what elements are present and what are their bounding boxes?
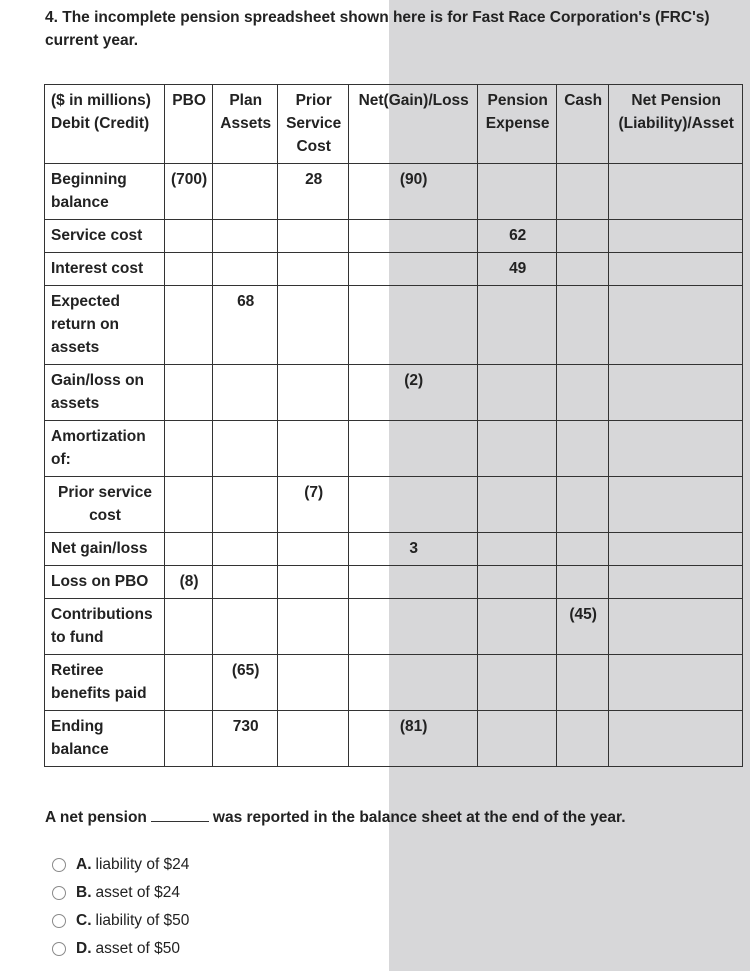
- table-cell: [278, 253, 349, 286]
- table-cell: [557, 566, 609, 599]
- table-cell: [349, 655, 478, 711]
- header-cash: Cash: [557, 85, 609, 164]
- table-cell: [349, 220, 478, 253]
- option-letter: A.: [76, 856, 92, 873]
- table-cell: [609, 286, 743, 365]
- row-label: Retiree benefits paid: [45, 655, 165, 711]
- header-label: ($ in millions) Debit (Credit): [45, 85, 165, 164]
- table-cell: [349, 599, 478, 655]
- table-cell: [213, 253, 278, 286]
- option-letter: D.: [76, 940, 92, 957]
- table-cell: [213, 599, 278, 655]
- table-cell: [609, 220, 743, 253]
- row-label: Beginning balance: [45, 164, 165, 220]
- table-cell: [278, 421, 349, 477]
- table-cell: (81): [349, 711, 478, 767]
- table-cell: [557, 421, 609, 477]
- table-row: [45, 286, 743, 365]
- table-cell: [213, 365, 278, 421]
- row-label: Gain/loss on assets: [45, 365, 165, 421]
- table-row: [45, 533, 743, 566]
- radio-button-icon[interactable]: [52, 858, 66, 872]
- table-cell: [349, 477, 478, 533]
- table-cell: [165, 220, 213, 253]
- option-b[interactable]: [52, 879, 189, 907]
- table-cell: [213, 533, 278, 566]
- table-cell: [278, 286, 349, 365]
- option-text: liability of $50: [95, 912, 190, 929]
- table-cell: (90): [349, 164, 478, 220]
- table-cell: [278, 711, 349, 767]
- option-text: liability of $24: [95, 856, 190, 873]
- table-cell: (2): [349, 365, 478, 421]
- table-row: [45, 566, 743, 599]
- table-row: [45, 220, 743, 253]
- row-label: Loss on PBO: [45, 566, 165, 599]
- table-row: [45, 164, 743, 220]
- table-cell: [278, 533, 349, 566]
- row-label: Prior service cost: [45, 477, 165, 533]
- table-row: [45, 711, 743, 767]
- option-c[interactable]: [52, 907, 189, 935]
- table-row: [45, 599, 743, 655]
- table-cell: [557, 220, 609, 253]
- table-cell: [609, 164, 743, 220]
- table-cell: [349, 286, 478, 365]
- answer-options: [52, 851, 189, 963]
- table-cell: 49: [478, 253, 557, 286]
- header-prior-service-cost: Prior Service Cost: [278, 85, 349, 164]
- table-cell: [349, 253, 478, 286]
- table-cell: [557, 477, 609, 533]
- table-cell: [278, 220, 349, 253]
- table-cell: 3: [349, 533, 478, 566]
- table-row: [45, 365, 743, 421]
- header-plan-assets: Plan Assets: [213, 85, 278, 164]
- option-text: asset of $50: [95, 940, 180, 957]
- table-cell: [165, 365, 213, 421]
- table-cell: 62: [478, 220, 557, 253]
- header-pbo: PBO: [165, 85, 213, 164]
- table-cell: [213, 566, 278, 599]
- table-cell: [557, 286, 609, 365]
- table-cell: [478, 164, 557, 220]
- table-cell: (8): [165, 566, 213, 599]
- table-cell: [478, 655, 557, 711]
- table-cell: [165, 711, 213, 767]
- table-cell: [349, 566, 478, 599]
- table-cell: [478, 421, 557, 477]
- table-cell: [213, 421, 278, 477]
- row-label: Amortization of:: [45, 421, 165, 477]
- table-cell: (65): [213, 655, 278, 711]
- table-cell: [478, 286, 557, 365]
- table-cell: (700): [165, 164, 213, 220]
- header-row: [45, 85, 743, 164]
- option-a[interactable]: [52, 851, 189, 879]
- table-row: [45, 253, 743, 286]
- table-cell: [213, 477, 278, 533]
- option-d[interactable]: [52, 935, 189, 963]
- table-row: [45, 477, 743, 533]
- table-cell: [478, 599, 557, 655]
- table-cell: 68: [213, 286, 278, 365]
- row-label: Interest cost: [45, 253, 165, 286]
- table-cell: [478, 711, 557, 767]
- row-label: Net gain/loss: [45, 533, 165, 566]
- table-cell: [609, 655, 743, 711]
- table-row: [45, 421, 743, 477]
- row-label: Contributions to fund: [45, 599, 165, 655]
- table-cell: [609, 365, 743, 421]
- table-cell: [609, 711, 743, 767]
- question-text: 4. The incomplete pension spreadsheet shown here is for Fast Race Corporation's (FRC's) current year.: [45, 9, 710, 49]
- row-label: Service cost: [45, 220, 165, 253]
- table-cell: [165, 477, 213, 533]
- radio-button-icon[interactable]: [52, 914, 66, 928]
- table-cell: [478, 533, 557, 566]
- fill-in-before: A net pension: [45, 809, 147, 826]
- radio-button-icon[interactable]: [52, 886, 66, 900]
- table-cell: [609, 421, 743, 477]
- table-cell: [165, 286, 213, 365]
- table-cell: [478, 365, 557, 421]
- table-row: [45, 655, 743, 711]
- table-cell: [557, 164, 609, 220]
- pension-spreadsheet: [44, 84, 743, 767]
- table-cell: [278, 599, 349, 655]
- table-cell: [557, 655, 609, 711]
- option-text: asset of $24: [95, 884, 180, 901]
- table-cell: (7): [278, 477, 349, 533]
- table-cell: [557, 253, 609, 286]
- header-net-pension: Net Pension (Liability)/Asset: [609, 85, 743, 164]
- table-cell: [165, 421, 213, 477]
- table-cell: [609, 566, 743, 599]
- table-cell: [557, 533, 609, 566]
- radio-button-icon[interactable]: [52, 942, 66, 956]
- table-cell: [609, 477, 743, 533]
- option-letter: C.: [76, 912, 92, 929]
- table-cell: 28: [278, 164, 349, 220]
- fill-in-question: [45, 805, 626, 829]
- row-label: Ending balance: [45, 711, 165, 767]
- table-cell: [478, 477, 557, 533]
- table-cell: [478, 566, 557, 599]
- table-cell: [609, 253, 743, 286]
- answer-blank: [151, 805, 209, 822]
- table-cell: [557, 365, 609, 421]
- table-cell: [165, 599, 213, 655]
- table-cell: [278, 655, 349, 711]
- table-cell: [278, 365, 349, 421]
- table-cell: [557, 711, 609, 767]
- table-cell: [165, 655, 213, 711]
- table-cell: (45): [557, 599, 609, 655]
- table-cell: [278, 566, 349, 599]
- table-cell: [349, 421, 478, 477]
- table-cell: [165, 533, 213, 566]
- option-letter: B.: [76, 884, 92, 901]
- table-cell: [609, 533, 743, 566]
- fill-in-after: was reported in the balance sheet at the end of the year.: [212, 809, 626, 826]
- table-cell: [213, 220, 278, 253]
- table-cell: [165, 253, 213, 286]
- table-cell: 730: [213, 711, 278, 767]
- row-label: Expected return on assets: [45, 286, 165, 365]
- header-net-gain-loss: Net(Gain)/Loss: [349, 85, 478, 164]
- table-cell: [213, 164, 278, 220]
- table-cell: [609, 599, 743, 655]
- header-pension-expense: Pension Expense: [478, 85, 557, 164]
